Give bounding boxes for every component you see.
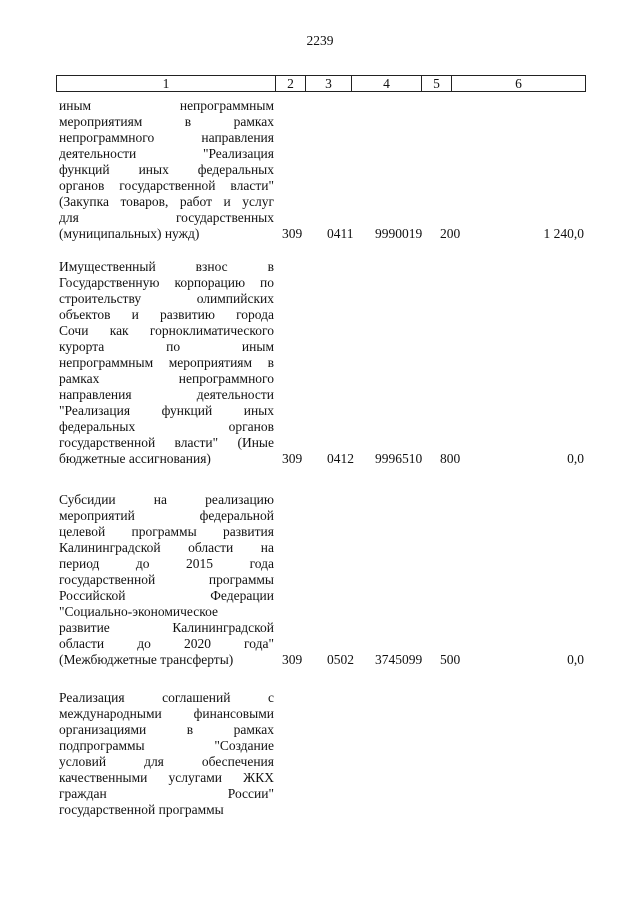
row-c4-value: 3745099 — [375, 652, 423, 667]
row-text-line: международными финансовыми — [59, 706, 274, 721]
row-text-line: объектов и развитию города — [59, 307, 274, 322]
row-text-line: качественными услугами ЖКХ — [59, 770, 274, 785]
row-text-line: рамках непрограммного — [59, 371, 274, 386]
row-c2-value: 309 — [282, 451, 303, 466]
header-col-2: 2 — [276, 76, 306, 91]
row-c4-value: 9996510 — [375, 451, 423, 466]
row-text-line: государственной власти" (Иные — [59, 435, 274, 450]
table-header — [56, 75, 586, 92]
row-c3-value: 0502 — [327, 652, 354, 667]
row-text-line: органов государственной власти" — [59, 178, 274, 193]
row-text-line: государственной программы — [59, 572, 274, 587]
row-c2-value: 309 — [282, 226, 303, 241]
row-text-line: Субсидии на реализацию — [59, 492, 274, 507]
row-text-line: федеральных органов — [59, 419, 274, 434]
row-text-line: подпрограммы "Создание — [59, 738, 274, 753]
row-text-line: бюджетные ассигнования) — [59, 451, 211, 466]
row-text-line: Имущественный взнос в — [59, 259, 274, 274]
row-text-line: направления деятельности — [59, 387, 274, 402]
row-text-line: "Социально-экономическое — [59, 604, 218, 619]
header-col-4: 4 — [352, 76, 422, 91]
row-text-line: курорта по иным — [59, 339, 274, 354]
row-text-line: области до 2020 года" — [59, 636, 274, 651]
row-text-line: Калининградской области на — [59, 540, 274, 555]
header-col-5: 5 — [422, 76, 452, 91]
row-text-line: (Межбюджетные трансферты) — [59, 652, 234, 667]
row-c6-value: 1 240,0 — [543, 226, 584, 241]
header-col-3: 3 — [306, 76, 352, 91]
row-c6-value: 0,0 — [567, 652, 584, 667]
row-text-line: целевой программы развития — [59, 524, 274, 539]
row-text-line: граждан России" — [59, 786, 274, 801]
header-col-1: 1 — [57, 76, 276, 91]
row-text-line: строительству олимпийских — [59, 291, 274, 306]
row-text-line: условий для обеспечения — [59, 754, 274, 769]
row-text-line: для государственных — [59, 210, 274, 225]
row-c5-value: 200 — [440, 226, 461, 241]
row-c3-value: 0411 — [327, 226, 354, 241]
row-text-line: мероприятий федеральной — [59, 508, 274, 523]
row-text-line: (муниципальных) нужд) — [59, 226, 200, 241]
row-text-line: "Реализация функций иных — [59, 403, 274, 418]
row-text-line: Российской Федерации — [59, 588, 274, 603]
row-text-line: развитие Калининградской — [59, 620, 274, 635]
row-text-line: функций иных федеральных — [59, 162, 274, 177]
row-text-line: деятельности "Реализация — [59, 146, 274, 161]
row-text-line: Реализация соглашений с — [59, 690, 274, 705]
header-col-6: 6 — [515, 76, 522, 91]
row-text-line: Сочи как горноклиматического — [59, 323, 274, 338]
row-text-line: иным непрограммным — [59, 98, 274, 113]
row-c3-value: 0412 — [327, 451, 354, 466]
row-c4-value: 9990019 — [375, 226, 423, 241]
page-number: 2239 — [306, 33, 334, 48]
row-text-line: мероприятиям в рамках — [59, 114, 274, 129]
row-text-line: период до 2015 года — [59, 556, 274, 571]
row-text-line: организациями в рамках — [59, 722, 274, 737]
row-text-line: непрограммного направления — [59, 130, 274, 145]
row-c5-value: 500 — [440, 652, 461, 667]
row-c6-value: 0,0 — [567, 451, 584, 466]
row-c2-value: 309 — [282, 652, 303, 667]
row-text-line: (Закупка товаров, работ и услуг — [59, 194, 274, 209]
row-text-line: непрограммным мероприятиям в — [59, 355, 274, 370]
row-text-line: Государственную корпорацию по — [59, 275, 274, 290]
row-c5-value: 800 — [440, 451, 461, 466]
row-text-line: государственной программы — [59, 802, 224, 817]
